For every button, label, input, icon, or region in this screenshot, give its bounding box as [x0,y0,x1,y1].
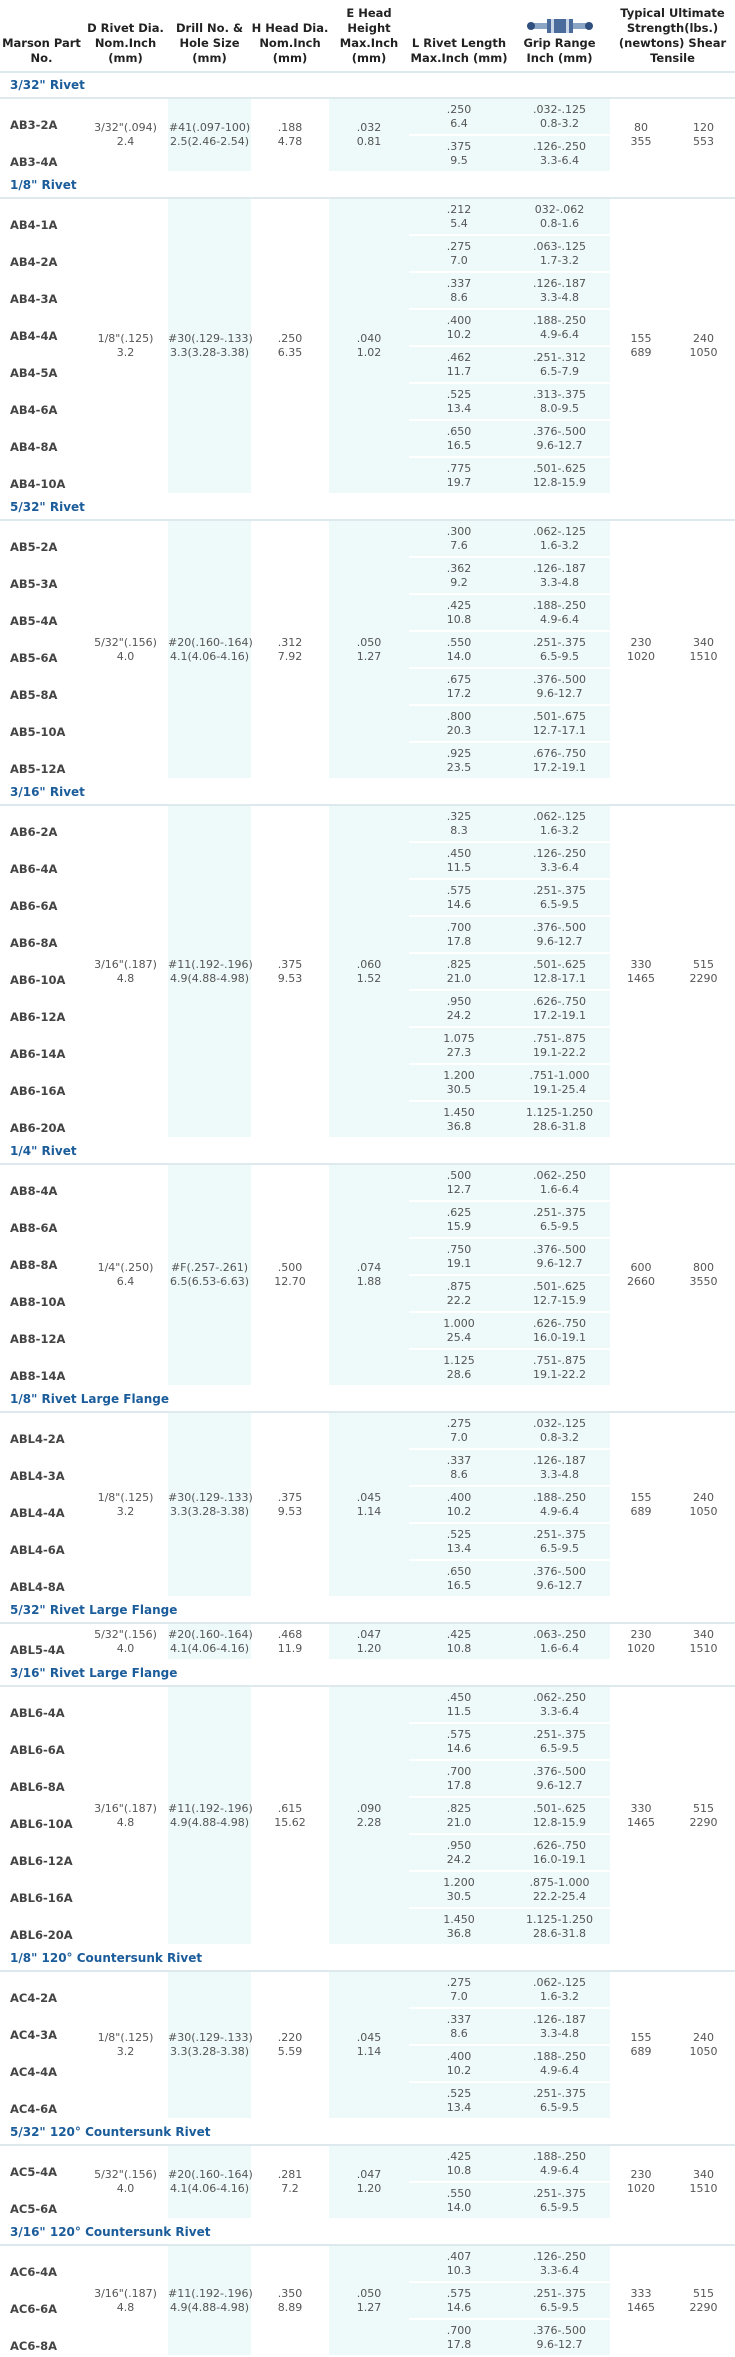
part-number: ABL6-6A [0,1723,83,1760]
part-number: AB8-4A [0,1164,83,1201]
grip-range-cell: .251-.375 6.5-9.5 [509,2082,610,2119]
rivet-length-cell: .700 17.8 [409,916,509,953]
grip-range-cell: 1.125-1.250 28.6-31.8 [509,1908,610,1945]
group-title: 3/32" Rivet [0,72,735,98]
part-number: AB5-10A [0,705,83,742]
part-number: AB8-6A [0,1201,83,1238]
tensile-strength-cell: 515 2290 [672,1686,735,1945]
rivet-length-cell: 1.200 30.5 [409,1064,509,1101]
rivet-diameter-cell: 5/32"(.156) 4.0 [83,520,168,779]
rivet-length-cell: .550 14.0 [409,631,509,668]
head-height-cell: .050 1.27 [329,520,409,779]
part-number: ABL6-4A [0,1686,83,1723]
drill-size-cell: #30(.129-.133) 3.3(3.28-3.38) [168,1412,251,1597]
rivet-length-cell: .450 11.5 [409,1686,509,1723]
table-row [0,1971,735,2008]
drill-size-cell: #41(.097-100) 2.5(2.46-2.54) [168,98,251,172]
part-number: AC4-4A [0,2045,83,2082]
header-part-no: Marson Part No. [0,0,83,72]
grip-range-cell: .126-.187 3.3-4.8 [509,1449,610,1486]
grip-range-cell: .251-.312 6.5-7.9 [509,346,610,383]
head-diameter-cell: .500 12.70 [251,1164,329,1386]
grip-range-cell: .501-.625 12.8-17.1 [509,953,610,990]
shear-strength-cell: 155 689 [610,1971,672,2119]
part-number: ABL6-10A [0,1797,83,1834]
tensile-strength-cell: 800 3550 [672,1164,735,1386]
group-header-row [0,1138,735,1164]
rivet-length-cell: .462 11.7 [409,346,509,383]
rivet-diameter-cell: 5/32"(.156) 4.0 [83,2145,168,2219]
part-number: AB8-10A [0,1275,83,1312]
part-number: AC6-8A [0,2319,83,2356]
head-height-cell: .047 1.20 [329,1623,409,1660]
grip-range-cell: .626-.750 16.0-19.1 [509,1834,610,1871]
part-number: ABL4-4A [0,1486,83,1523]
part-number: ABL6-12A [0,1834,83,1871]
rivet-length-cell: .337 8.6 [409,2008,509,2045]
table-row [0,2145,735,2182]
table-row [0,1686,735,1723]
rivet-diameter-cell: 1/8"(.125) 3.2 [83,1412,168,1597]
group-title: 3/16" Rivet Large Flange [0,1660,735,1686]
part-number: AC4-3A [0,2008,83,2045]
part-number: AB5-3A [0,557,83,594]
header-strength: Typical Ultimate Strength(lbs.) (newtons) Shear Tensile [610,0,735,72]
group-header-row [0,2119,735,2145]
head-height-cell: .060 1.52 [329,805,409,1138]
grip-range-cell: .032-.125 0.8-3.2 [509,98,610,135]
rivet-diameter-cell: 3/16"(.187) 4.8 [83,1686,168,1945]
drill-size-cell: #30(.129-.133) 3.3(3.28-3.38) [168,198,251,494]
group-header-row [0,1386,735,1412]
rivet-length-cell: .650 16.5 [409,1560,509,1597]
grip-range-cell: 1.125-1.250 28.6-31.8 [509,1101,610,1138]
head-height-cell: .090 2.28 [329,1686,409,1945]
part-number: AC5-4A [0,2145,83,2182]
part-number: AB6-20A [0,1101,83,1138]
part-number: AB4-2A [0,235,83,272]
part-number: AB5-12A [0,742,83,779]
rivet-length-cell: .275 7.0 [409,1971,509,2008]
rivet-length-cell: 1.000 25.4 [409,1312,509,1349]
part-number: AB8-8A [0,1238,83,1275]
part-number: AB6-16A [0,1064,83,1101]
head-diameter-cell: .468 11.9 [251,1623,329,1660]
grip-range-cell: .501-.675 12.7-17.1 [509,705,610,742]
part-number: AB4-4A [0,309,83,346]
rivet-length-cell: .362 9.2 [409,557,509,594]
part-number: ABL6-8A [0,1760,83,1797]
group-title: 5/32" Rivet Large Flange [0,1597,735,1623]
rivet-length-cell: 1.075 27.3 [409,1027,509,1064]
grip-range-cell: .376-.500 9.6-12.7 [509,2319,610,2356]
tensile-strength-cell: 340 1510 [672,1623,735,1660]
table-row [0,1412,735,1449]
group-title: 5/32" Rivet [0,494,735,520]
rivet-length-cell: .250 6.4 [409,98,509,135]
group-title: 1/4" Rivet [0,1138,735,1164]
part-number: AC5-6A [0,2182,83,2219]
grip-range-cell: .188-.250 4.9-6.4 [509,309,610,346]
rivet-diameter-cell: 1/4"(.250) 6.4 [83,1164,168,1386]
header-row [0,0,735,72]
part-number: AB6-2A [0,805,83,842]
rivet-length-cell: .500 12.7 [409,1164,509,1201]
part-number: AB6-10A [0,953,83,990]
grip-range-cell: .251-.375 6.5-9.5 [509,1523,610,1560]
head-diameter-cell: .350 8.89 [251,2245,329,2356]
grip-range-cell: .188-.250 4.9-6.4 [509,1486,610,1523]
part-number: AB5-2A [0,520,83,557]
head-height-cell: .040 1.02 [329,198,409,494]
part-number: AB4-10A [0,457,83,494]
tensile-strength-cell: 120 553 [672,98,735,172]
rivet-diameter-cell: 3/16"(.187) 4.8 [83,805,168,1138]
shear-strength-cell: 80 355 [610,98,672,172]
grip-range-cell: .251-.375 6.5-9.5 [509,631,610,668]
grip-range-cell: .032-.125 0.8-3.2 [509,1412,610,1449]
rivet-length-cell: .800 20.3 [409,705,509,742]
head-diameter-cell: .250 6.35 [251,198,329,494]
group-title: 1/8" 120° Countersunk Rivet [0,1945,735,1971]
part-number: AB3-4A [0,135,83,172]
part-number: ABL6-20A [0,1908,83,1945]
part-number: ABL4-2A [0,1412,83,1449]
drill-size-cell: #20(.160-.164) 4.1(4.06-4.16) [168,2145,251,2219]
rivet-length-cell: .407 10.3 [409,2245,509,2282]
rivet-length-cell: .525 13.4 [409,1523,509,1560]
head-diameter-cell: .615 15.62 [251,1686,329,1945]
grip-range-cell: .251-.375 6.5-9.5 [509,879,610,916]
group-title: 5/32" 120° Countersunk Rivet [0,2119,735,2145]
grip-range-cell: 032-.062 0.8-1.6 [509,198,610,235]
rivet-length-cell: .425 10.8 [409,2145,509,2182]
grip-range-cell: .501-.625 12.7-15.9 [509,1275,610,1312]
rivet-length-cell: .300 7.6 [409,520,509,557]
tensile-strength-cell: 515 2290 [672,2245,735,2356]
shear-strength-cell: 230 1020 [610,2145,672,2219]
head-height-cell: .032 0.81 [329,98,409,172]
head-diameter-cell: .375 9.53 [251,805,329,1138]
rivet-length-cell: .625 15.9 [409,1201,509,1238]
grip-range-cell: .063-.250 1.6-6.4 [509,1623,610,1660]
grip-range-cell: .251-.375 6.5-9.5 [509,1201,610,1238]
rivet-length-cell: .400 10.2 [409,1486,509,1523]
group-header-row [0,2219,735,2245]
group-title: 1/8" Rivet [0,172,735,198]
rivet-length-cell: .700 17.8 [409,2319,509,2356]
group-title: 3/16" 120° Countersunk Rivet [0,2219,735,2245]
rivet-length-cell: .875 22.2 [409,1275,509,1312]
shear-strength-cell: 600 2660 [610,1164,672,1386]
rivet-length-cell: .750 19.1 [409,1238,509,1275]
part-number: ABL6-16A [0,1871,83,1908]
part-number: AB5-4A [0,594,83,631]
rivet-length-cell: .400 10.2 [409,2045,509,2082]
header-e-head: E Head Height Max.Inch (mm) [329,0,409,72]
part-number: AB6-6A [0,879,83,916]
shear-strength-cell: 330 1465 [610,805,672,1138]
table-row [0,805,735,842]
header-d-rivet: D Rivet Dia. Nom.Inch (mm) [83,0,168,72]
rivet-diameter-cell: 3/32"(.094) 2.4 [83,98,168,172]
rivet-length-cell: .275 7.0 [409,235,509,272]
group-header-row [0,172,735,198]
part-number: AB4-6A [0,383,83,420]
part-number: AC4-2A [0,1971,83,2008]
header-grip [509,0,610,72]
grip-range-cell: .188-.250 4.9-6.4 [509,2045,610,2082]
grip-range-cell: .062-.125 1.6-3.2 [509,1971,610,2008]
part-number: ABL5-4A [0,1623,83,1660]
rivet-length-cell: 1.450 36.8 [409,1101,509,1138]
tensile-strength-cell: 240 1050 [672,1971,735,2119]
part-number: AB6-12A [0,990,83,1027]
grip-range-cell: .062-.250 3.3-6.4 [509,1686,610,1723]
grip-range-cell: .126-.187 3.3-4.8 [509,272,610,309]
rivet-length-cell: 1.125 28.6 [409,1349,509,1386]
drill-size-cell: #20(.160-.164) 4.1(4.06-4.16) [168,520,251,779]
tensile-strength-cell: 340 1510 [672,2145,735,2219]
part-number: ABL4-6A [0,1523,83,1560]
head-height-cell: .074 1.88 [329,1164,409,1386]
grip-range-cell: .062-.125 1.6-3.2 [509,520,610,557]
grip-range-cell: .376-.500 9.6-12.7 [509,1760,610,1797]
rivet-diameter-cell: 1/8"(.125) 3.2 [83,1971,168,2119]
grip-range-cell: .626-.750 16.0-19.1 [509,1312,610,1349]
head-height-cell: .045 1.14 [329,1412,409,1597]
shear-strength-cell: 333 1465 [610,2245,672,2356]
grip-range-cell: .376-.500 9.6-12.7 [509,420,610,457]
group-title: 1/8" Rivet Large Flange [0,1386,735,1412]
grip-range-cell: .501-.625 12.8-15.9 [509,457,610,494]
part-number: AB5-6A [0,631,83,668]
part-number: AB4-5A [0,346,83,383]
drill-size-cell: #F(.257-.261) 6.5(6.53-6.63) [168,1164,251,1386]
table-row [0,520,735,557]
rivet-length-cell: .337 8.6 [409,1449,509,1486]
grip-range-cell: .313-.375 8.0-9.5 [509,383,610,420]
table-row [0,1623,735,1660]
rivet-length-cell: .575 14.6 [409,879,509,916]
head-diameter-cell: .188 4.78 [251,98,329,172]
rivet-length-cell: .325 8.3 [409,805,509,842]
grip-range-cell: .188-.250 4.9-6.4 [509,594,610,631]
rivet-length-cell: .825 21.0 [409,953,509,990]
grip-range-cell: .062-.125 1.6-3.2 [509,805,610,842]
group-header-row [0,779,735,805]
head-diameter-cell: .312 7.92 [251,520,329,779]
group-title: 3/16" Rivet [0,779,735,805]
rivet-length-cell: .550 14.0 [409,2182,509,2219]
part-number: AB6-8A [0,916,83,953]
rivet-grip-diagram-icon [525,18,595,34]
table-row [0,1164,735,1201]
part-number: ABL4-3A [0,1449,83,1486]
table-row [0,98,735,135]
head-diameter-cell: .375 9.53 [251,1412,329,1597]
header-l-rivet: L Rivet Length Max.Inch (mm) [409,0,509,72]
grip-range-cell: .062-.250 1.6-6.4 [509,1164,610,1201]
tensile-strength-cell: 240 1050 [672,198,735,494]
shear-strength-cell: 155 689 [610,198,672,494]
grip-range-cell: .251-.375 6.5-9.5 [509,2182,610,2219]
head-diameter-cell: .220 5.59 [251,1971,329,2119]
part-number: AC6-4A [0,2245,83,2282]
table-row [0,198,735,235]
rivet-length-cell: .575 14.6 [409,2282,509,2319]
group-header-row [0,1597,735,1623]
part-number: AB6-4A [0,842,83,879]
grip-range-cell: .875-1.000 22.2-25.4 [509,1871,610,1908]
grip-range-cell: .751-.875 19.1-22.2 [509,1027,610,1064]
part-number: AB3-2A [0,98,83,135]
group-header-row [0,494,735,520]
grip-range-cell: .501-.625 12.8-15.9 [509,1797,610,1834]
part-number: AB4-1A [0,198,83,235]
drill-size-cell: #11(.192-.196) 4.9(4.88-4.98) [168,805,251,1138]
shear-strength-cell: 230 1020 [610,1623,672,1660]
tensile-strength-cell: 515 2290 [672,805,735,1138]
group-header-row [0,1660,735,1686]
rivet-length-cell: .275 7.0 [409,1412,509,1449]
rivet-length-cell: .450 11.5 [409,842,509,879]
part-number: AB5-8A [0,668,83,705]
rivet-length-cell: .700 17.8 [409,1760,509,1797]
head-height-cell: .045 1.14 [329,1971,409,2119]
table-body [0,72,735,2356]
head-diameter-cell: .281 7.2 [251,2145,329,2219]
part-number: AB6-14A [0,1027,83,1064]
rivet-length-cell: 1.200 30.5 [409,1871,509,1908]
rivet-diameter-cell: 1/8"(.125) 3.2 [83,198,168,494]
rivet-length-cell: 1.450 36.8 [409,1908,509,1945]
tensile-strength-cell: 340 1510 [672,520,735,779]
grip-range-cell: .251-.375 6.5-9.5 [509,2282,610,2319]
rivet-length-cell: .775 19.7 [409,457,509,494]
rivet-diameter-cell: 5/32"(.156) 4.0 [83,1623,168,1660]
grip-range-cell: .376-.500 9.6-12.7 [509,1238,610,1275]
rivet-length-cell: .650 16.5 [409,420,509,457]
drill-size-cell: #20(.160-.164) 4.1(4.06-4.16) [168,1623,251,1660]
rivet-length-cell: .525 13.4 [409,2082,509,2119]
grip-range-cell: .376-.500 9.6-12.7 [509,668,610,705]
rivet-length-cell: .675 17.2 [409,668,509,705]
grip-range-cell: .751-1.000 19.1-25.4 [509,1064,610,1101]
grip-range-cell: .376-.500 9.6-12.7 [509,1560,610,1597]
rivet-length-cell: .400 10.2 [409,309,509,346]
rivet-length-cell: .212 5.4 [409,198,509,235]
part-number: AB8-14A [0,1349,83,1386]
table-row [0,2245,735,2282]
head-height-cell: .047 1.20 [329,2145,409,2219]
grip-range-cell: .063-.125 1.7-3.2 [509,235,610,272]
grip-range-cell: .751-.875 19.1-22.2 [509,1349,610,1386]
rivet-length-cell: .950 24.2 [409,1834,509,1871]
grip-range-cell: .126-.250 3.3-6.4 [509,2245,610,2282]
drill-size-cell: #30(.129-.133) 3.3(3.28-3.38) [168,1971,251,2119]
part-number: AC4-6A [0,2082,83,2119]
drill-size-cell: #11(.192-.196) 4.9(4.88-4.98) [168,1686,251,1945]
rivet-length-cell: .375 9.5 [409,135,509,172]
tensile-strength-cell: 240 1050 [672,1412,735,1597]
rivet-length-cell: .425 10.8 [409,1623,509,1660]
rivet-length-cell: .337 8.6 [409,272,509,309]
grip-range-cell: .626-.750 17.2-19.1 [509,990,610,1027]
group-header-row [0,72,735,98]
group-header-row [0,1945,735,1971]
rivet-length-cell: .925 23.5 [409,742,509,779]
grip-range-cell: .126-.250 3.3-6.4 [509,842,610,879]
drill-size-cell: #11(.192-.196) 4.9(4.88-4.98) [168,2245,251,2356]
grip-range-cell: .126-.187 3.3-4.8 [509,557,610,594]
grip-range-cell: .126-.187 3.3-4.8 [509,2008,610,2045]
grip-range-cell: .188-.250 4.9-6.4 [509,2145,610,2182]
grip-range-cell: .251-.375 6.5-9.5 [509,1723,610,1760]
part-number: AB4-3A [0,272,83,309]
shear-strength-cell: 155 689 [610,1412,672,1597]
shear-strength-cell: 230 1020 [610,520,672,779]
rivet-length-cell: .825 21.0 [409,1797,509,1834]
grip-range-cell: .376-.500 9.6-12.7 [509,916,610,953]
grip-range-cell: .676-.750 17.2-19.1 [509,742,610,779]
rivet-diameter-cell: 3/16"(.187) 4.8 [83,2245,168,2356]
part-number: AB4-8A [0,420,83,457]
header-h-head: H Head Dia. Nom.Inch (mm) [251,0,329,72]
header-grip-label: Grip Range Inch (mm) [523,36,596,65]
rivet-length-cell: .425 10.8 [409,594,509,631]
part-number: AB8-12A [0,1312,83,1349]
rivet-length-cell: .575 14.6 [409,1723,509,1760]
grip-range-cell: .126-.250 3.3-6.4 [509,135,610,172]
rivet-length-cell: .525 13.4 [409,383,509,420]
rivet-length-cell: .950 24.2 [409,990,509,1027]
head-height-cell: .050 1.27 [329,2245,409,2356]
part-number: ABL4-8A [0,1560,83,1597]
header-drill: Drill No. & Hole Size (mm) [168,0,251,72]
part-number: AC6-6A [0,2282,83,2319]
shear-strength-cell: 330 1465 [610,1686,672,1945]
